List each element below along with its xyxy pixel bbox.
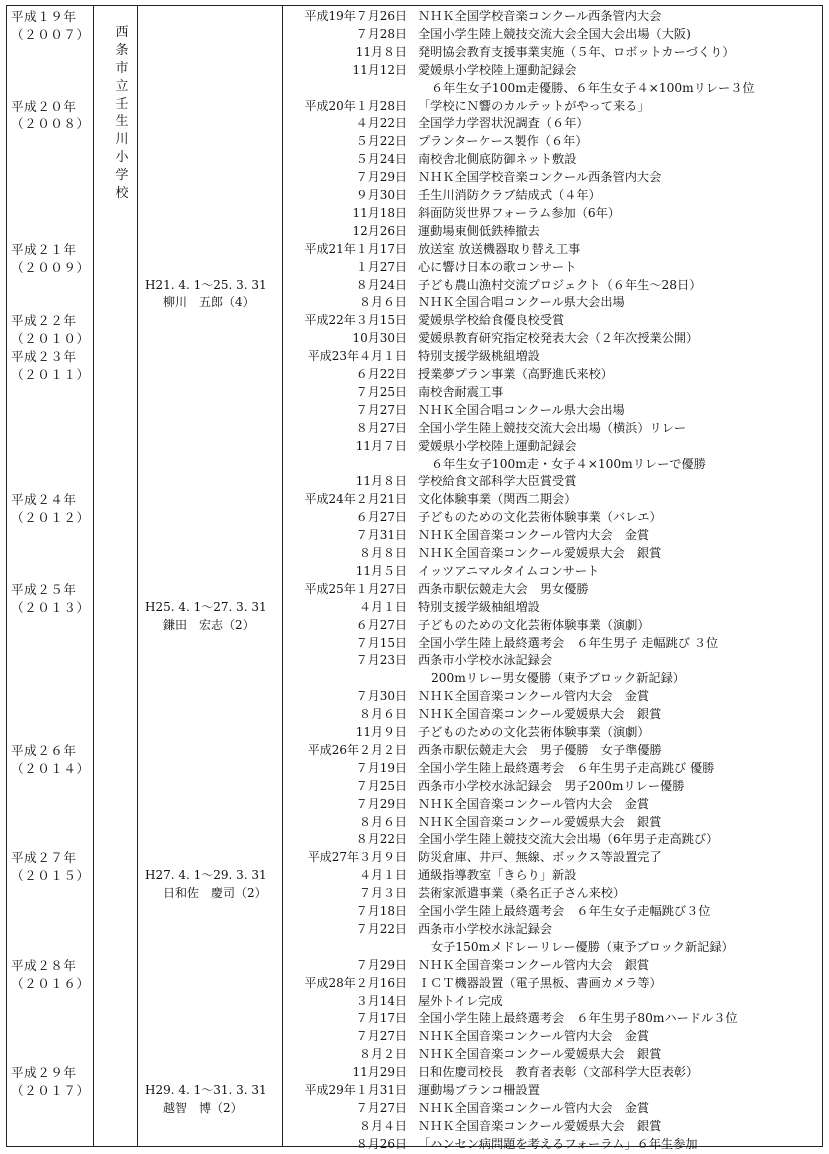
event-description: 全国小学生陸上競技交流大会全国大会出場（大阪) xyxy=(418,26,691,41)
era-gregorian: （２０１６） xyxy=(11,975,90,991)
event-description: 放送室 放送機器取り替え工事 xyxy=(418,241,581,256)
event-date: ７月22日 xyxy=(355,921,407,936)
event-description: 子どものための文化芸術体験事業（バレエ） xyxy=(418,510,662,525)
principal-name: 日和佐 慶司（2） xyxy=(163,886,267,901)
event-description: 日和佐慶司校長 教育者表彰（文部科学大臣表彰） xyxy=(418,1065,699,1080)
era-year: 平成２４年 xyxy=(11,492,77,508)
event-description: 屋外トイレ完成 xyxy=(418,993,503,1008)
event-date: 11月７日 xyxy=(355,438,407,453)
event-description: ＮＨＫ全国音楽コンクール管内大会 銀賞 xyxy=(418,957,650,972)
event-date: ８月22日 xyxy=(355,832,407,847)
event-description: ＮＨＫ全国音楽コンクール愛媛県大会 銀賞 xyxy=(418,546,662,560)
event-description: ＮＨＫ全国音楽コンクール管内大会 金賞 xyxy=(418,796,650,811)
school-name-char: 学 xyxy=(115,168,129,184)
event-description: 全国小学生陸上競技交流大会出場（横浜）リレー xyxy=(418,420,687,435)
event-date: 11月18日 xyxy=(352,205,407,220)
event-date: ６月27日 xyxy=(355,510,407,525)
event-date: ８月27日 xyxy=(355,420,407,435)
event-date: 平成20年１月28日 xyxy=(304,98,407,113)
principal-term: H21. 4. 1～25. 3. 31 xyxy=(145,277,267,292)
event-date: 11月29日 xyxy=(352,1065,407,1080)
event-description: プランターケース製作（６年） xyxy=(418,134,588,149)
principal-term: H29. 4. 1～31. 3. 31 xyxy=(145,1083,267,1097)
event-date: ７月27日 xyxy=(355,402,407,417)
event-description: 西条市小学校水泳記録会 xyxy=(418,653,553,668)
era-year: 平成２５年 xyxy=(11,581,77,597)
era-gregorian: （２０１２） xyxy=(11,510,90,526)
event-date: ６月27日 xyxy=(355,617,407,632)
event-description: 特別支援学級桃組増設 xyxy=(418,349,540,364)
event-date: ８月２日 xyxy=(358,1047,407,1062)
event-description: 女子150mメドレーリレー優勝（東予ブロック新記録） xyxy=(431,939,734,954)
event-date: 平成22年３月15日 xyxy=(304,313,407,328)
event-description: 西条市駅伝競走大会 男子優勝 女子準優勝 xyxy=(418,742,662,757)
era-gregorian: （２００８） xyxy=(11,116,90,132)
event-date: 平成23年４月１日 xyxy=(307,349,407,364)
event-description: 子どものための文化芸術体験事業（演劇） xyxy=(418,617,650,632)
event-date: 平成19年７月26日 xyxy=(304,9,407,23)
principal-entry xyxy=(139,1082,285,1118)
event-date: ７月17日 xyxy=(355,1011,407,1026)
era-year: 平成２７年 xyxy=(11,850,77,866)
event-description: ＮＨＫ全国音楽コンクール管内大会 金賞 xyxy=(418,528,650,543)
event-date: 11月12日 xyxy=(352,62,407,77)
event-date: 11月８日 xyxy=(355,44,407,59)
event-date: 平成24年２月21日 xyxy=(304,492,407,507)
era-label xyxy=(11,1064,97,1100)
school-name-char: 校 xyxy=(115,186,129,202)
era-gregorian: （２０１１） xyxy=(11,367,90,382)
principal-term: H27. 4. 1～29. 3. 31 xyxy=(145,868,267,883)
event-date: ９月30日 xyxy=(355,188,407,202)
event-description: 愛媛県小学校陸上運動記録会 xyxy=(418,62,577,77)
event-date: 平成27年３月９日 xyxy=(307,850,407,865)
event-description: 心に響け日本の歌コンサート xyxy=(418,259,577,274)
event-date: １月27日 xyxy=(355,259,407,274)
era-gregorian: （２０１７） xyxy=(11,1083,90,1098)
era-gregorian: （２０１３） xyxy=(11,599,90,615)
column-divider xyxy=(137,6,138,1146)
school-name-char: 市 xyxy=(115,60,129,76)
event-date: ７月３日 xyxy=(358,886,407,901)
event-date: ５月22日 xyxy=(355,134,407,149)
event-description: ＮＨＫ全国音楽コンクール愛媛県大会 銀賞 xyxy=(418,1047,662,1062)
event-date: 平成25年１月27日 xyxy=(304,581,407,596)
event-description: 西条市駅伝競走大会 男女優勝 xyxy=(418,581,589,596)
event-description: 芸術家派遣事業（桑名正子さん来校） xyxy=(418,886,626,901)
era-gregorian: （２００７） xyxy=(11,26,90,42)
era-label xyxy=(11,8,97,44)
era-label xyxy=(11,348,97,384)
era-label xyxy=(11,98,97,134)
event-date: ７月29日 xyxy=(355,796,407,811)
principal-name: 越智 博（2） xyxy=(163,1100,243,1115)
era-label xyxy=(11,491,97,527)
event-description: 授業夢プラン事業（高野進氏来校） xyxy=(418,367,613,381)
school-name-char: 条 xyxy=(115,42,129,58)
event-date: ７月27日 xyxy=(355,1100,407,1115)
event-date: 平成29年１月31日 xyxy=(304,1083,407,1097)
event-description: 子どものための文化芸術体験事業（演劇） xyxy=(418,725,650,739)
era-year: 平成１９年 xyxy=(11,9,77,24)
era-year: 平成２１年 xyxy=(11,241,77,257)
era-year: 平成２６年 xyxy=(11,742,77,758)
event-description: 壬生川消防クラブ結成式（４年） xyxy=(418,188,601,202)
event-date: ８月６日 xyxy=(358,707,407,722)
event-description: 全国小学生陸上最終選考会 ６年生男子走高跳び 優勝 xyxy=(418,760,715,775)
era-year: 平成２８年 xyxy=(11,957,77,973)
event-description: ＮＨＫ全国音楽コンクール愛媛県大会 銀賞 xyxy=(418,707,662,722)
principal-entry xyxy=(139,277,285,313)
event-date: 平成26年２月２日 xyxy=(307,742,407,757)
event-description: ＮＨＫ全国音楽コンクール愛媛県大会 銀賞 xyxy=(418,1118,662,1133)
event-date: 10月30日 xyxy=(352,331,407,346)
era-gregorian: （２０１５） xyxy=(11,868,90,884)
event-date: ３月14日 xyxy=(355,993,407,1008)
event-description: 全国学力学習状況調査（６年） xyxy=(418,116,589,131)
event-date: 11月５日 xyxy=(355,563,407,578)
school-name-vertical xyxy=(107,24,137,203)
era-label xyxy=(11,581,97,617)
era-gregorian: （２０１４） xyxy=(11,760,90,776)
school-name-char: 西 xyxy=(115,24,129,40)
event-description: 西条市小学校水泳記録会 男子200mリレー優勝 xyxy=(418,778,685,793)
principal-term: H25. 4. 1～27. 3. 31 xyxy=(145,599,267,614)
event-date: ７月23日 xyxy=(355,653,407,668)
event-date: 平成21年１月17日 xyxy=(304,241,407,256)
event-description: 子ども農山漁村交流プロジェクト（６年生～28日） xyxy=(418,277,702,292)
event-description: ＮＨＫ全国合唱コンクール県大会出場 xyxy=(418,402,625,417)
event-date: ７月30日 xyxy=(355,689,407,704)
event-date: ４月１日 xyxy=(358,868,407,883)
event-description: 特別支援学級柚組増設 xyxy=(418,599,540,614)
event-description: 愛媛県教育研究指定校発表大会（２年次授業公開） xyxy=(418,331,699,346)
event-date: ８月６日 xyxy=(358,295,407,310)
event-description: 全国小学生陸上最終選考会 ６年生男子80mハードル３位 xyxy=(418,1011,738,1026)
event-description: 全国小学生陸上競技交流大会出場（6年男子走高跳び） xyxy=(418,832,719,847)
era-label xyxy=(11,742,97,778)
event-description: ＩＣＴ機器設置（電子黒板、書画カメラ等） xyxy=(418,975,662,990)
event-date: ８月24日 xyxy=(355,277,407,292)
era-label xyxy=(11,849,97,885)
event-description: 運動場ブランコ柵設置 xyxy=(418,1083,540,1097)
event-date: ８月６日 xyxy=(358,814,407,829)
principal-name: 柳川 五郎（4） xyxy=(163,295,255,310)
principal-entry xyxy=(139,867,285,903)
school-name-char: 小 xyxy=(115,150,129,166)
event-description: ＮＨＫ全国音楽コンクール管内大会 金賞 xyxy=(418,1029,650,1044)
era-year: 平成２９年 xyxy=(11,1065,77,1081)
school-name-char: 立 xyxy=(115,78,129,94)
event-date: ８月26日 xyxy=(355,1136,407,1151)
event-date: 平成28年２月16日 xyxy=(304,975,407,990)
event-description: 南校舎耐震工事 xyxy=(418,384,504,399)
event-date: ４月22日 xyxy=(355,116,407,131)
event-date: ５月24日 xyxy=(355,152,407,167)
event-description: 通級指導教室「きらり」新設 xyxy=(418,868,577,883)
era-label xyxy=(11,312,97,348)
era-label xyxy=(11,241,97,277)
event-date: ８月８日 xyxy=(358,546,407,560)
event-date: 11月８日 xyxy=(355,474,407,489)
event-date: 12月26日 xyxy=(352,223,407,238)
era-label xyxy=(11,957,97,993)
event-date: ７月25日 xyxy=(355,778,407,793)
era-year: 平成２３年 xyxy=(11,349,77,365)
event-description: ６年生女子100m走優勝、６年生女子４×100mリレー３位 xyxy=(431,80,755,95)
principal-name: 鎌田 宏志（2） xyxy=(163,617,255,632)
event-description: 発明協会教育支援事業実施（５年、ロボットカーづくり） xyxy=(418,44,735,59)
school-name-char: 川 xyxy=(115,132,129,148)
event-description: ＮＨＫ全国音楽コンクール愛媛県大会 銀賞 xyxy=(418,814,662,829)
event-description: 愛媛県学校給食優良校受賞 xyxy=(418,313,565,328)
event-description: 西条市小学校水泳記録会 xyxy=(418,921,553,936)
event-description: 「ハンセン病問題を考えるフォーラム」６年生参加 xyxy=(418,1136,698,1151)
event-description: ＮＨＫ全国学校音楽コンクール西条管内大会 xyxy=(418,9,662,23)
event-date: ７月25日 xyxy=(355,384,407,399)
event-date: 11月９日 xyxy=(355,725,407,739)
event-description: 運動場東側低鉄棒撤去 xyxy=(418,223,540,238)
event-description: 全国小学生陸上最終選考会 ６年生男子 走幅跳び ３位 xyxy=(418,635,719,650)
event-date: ７月31日 xyxy=(355,528,407,543)
principal-entry xyxy=(139,599,285,635)
event-date: ７月29日 xyxy=(355,170,407,185)
history-table xyxy=(6,5,823,1151)
event-date: ４月１日 xyxy=(358,599,407,614)
event-description: 文化体験事業（関西二期会） xyxy=(418,492,577,507)
column-divider xyxy=(282,6,283,1146)
era-year: 平成２２年 xyxy=(11,313,77,329)
event-description: 斜面防災世界フォーラム参加（6年） xyxy=(418,205,621,220)
event-description: ＮＨＫ全国学校音楽コンクール西条管内大会 xyxy=(418,170,662,185)
event-description: ＮＨＫ全国合唱コンクール県大会出場 xyxy=(418,295,625,310)
event-description: 防災倉庫、井戸、無線、ボックス等設置完了 xyxy=(418,850,662,865)
event-date: ７月29日 xyxy=(355,957,407,972)
event-date: ７月19日 xyxy=(355,760,407,775)
era-year: 平成２０年 xyxy=(11,98,77,114)
event-description: 学校給食文部科学大臣賞受賞 xyxy=(418,474,577,489)
era-gregorian: （２０１０） xyxy=(11,331,90,347)
era-gregorian: （２００９） xyxy=(11,259,90,275)
event-date: ８月４日 xyxy=(358,1118,407,1133)
school-name-char: 壬 xyxy=(115,96,129,112)
event-description: 愛媛県小学校陸上運動記録会 xyxy=(418,438,577,453)
event-date: ７月15日 xyxy=(355,635,407,650)
event-description: 全国小学生陸上最終選考会 ６年生女子走幅跳び３位 xyxy=(418,904,711,918)
event-description: ＮＨＫ全国音楽コンクール管内大会 金賞 xyxy=(418,689,650,704)
event-description: ６年生女子100m走・女子４×100mリレーで優勝 xyxy=(431,456,706,471)
event-description: 「学校にＮ響のカルテットがやって来る」 xyxy=(418,98,650,113)
event-date: ７月18日 xyxy=(355,904,407,918)
event-description: イッツアニマルタイムコンサート xyxy=(418,563,600,578)
school-name-char: 生 xyxy=(115,114,129,130)
event-date: ７月28日 xyxy=(355,26,407,41)
event-description: 200mリレー男女優勝（東予ブロック新記録） xyxy=(431,671,685,686)
event-description: ＮＨＫ全国音楽コンクール管内大会 金賞 xyxy=(418,1100,650,1115)
event-description: 南校舎北側底防御ネット敷設 xyxy=(418,152,577,167)
event-date: ７月27日 xyxy=(355,1029,407,1044)
event-date: ６月22日 xyxy=(355,367,407,381)
